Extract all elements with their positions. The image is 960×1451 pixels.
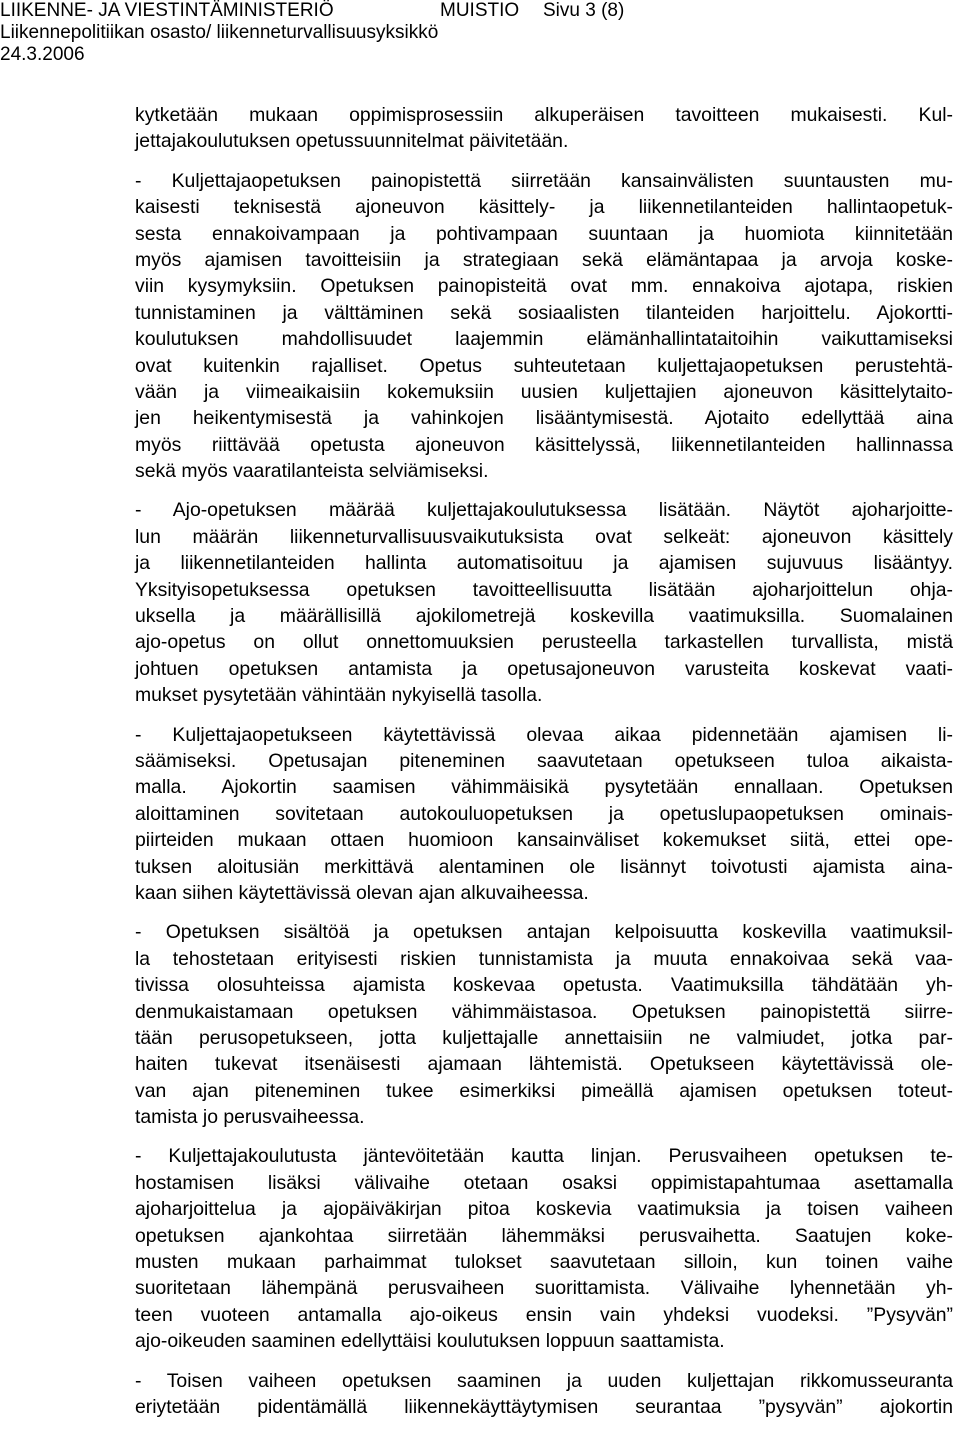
text-line: teen vuoteen antamalla ajo-oikeus ensin vain yhdeksi vuodeksi. ”Pysyvän” — [135, 1303, 953, 1326]
text-line: kaisesti teknisestä ajoneuvon käsittely- ja liikennetilanteiden hallintaopetuk- — [135, 196, 953, 219]
document-date: 24.3.2006 — [0, 44, 85, 65]
text-line: kaan siihen käytettävissä olevan ajan alkuvaiheessa. — [135, 881, 589, 904]
text-line: jettajakoulutuksen opetussuunnitelmat päivitetään. — [135, 130, 569, 153]
text-line: tivissa olosuhteissa ajamista koskevaa opetusta. Vaatimuksilla tähdätään yh- — [135, 974, 953, 997]
text-line: vään ja viimeaikaisiin kokemuksiin uusien kuljettajien ajoneuvon käsittelytaito- — [135, 380, 953, 403]
document-body — [135, 102, 953, 1433]
text-line: ja liikennetilanteiden hallinta automatisoituu ja ajamisen sujuvuus lisääntyy. — [135, 552, 953, 575]
text-line: - Ajo-opetuksen määrää kuljettajakoulutuksessa lisätään. Näytöt ajoharjoitte- — [135, 499, 953, 522]
text-line: - Kuljettajaopetukseen käytettävissä olevaa aikaa pidennetään ajamisen li- — [135, 723, 953, 746]
text-line: viin kysymyksiin. Opetuksen painopisteitä ovat mm. ennakoiva ajotapa, riskien — [135, 275, 953, 298]
paragraph — [135, 102, 953, 155]
text-line: ajoharjoittelua ja ajopäiväkirjan pitoa koskevia vaatimuksia ja toisen vaiheen — [135, 1198, 953, 1221]
paragraph — [135, 722, 953, 907]
text-line: myös riittävää opetusta ajoneuvon käsittelyssä, liikennetilanteiden hallinnassa — [135, 433, 953, 456]
document-type: MUISTIO — [440, 0, 520, 21]
text-line: ovat kuitenkin rajalliset. Opetus suhteutetaan kuljettajaopetuksen perustehtä- — [135, 354, 953, 377]
text-line: malla. Ajokortin saamisen vähimmäisikä pysytetään ennallaan. Opetuksen — [135, 776, 953, 799]
text-line: ajo-oikeuden saaminen edellyttäisi koulutuksen loppuun saattamista. — [135, 1330, 725, 1353]
header-row-2 — [0, 22, 960, 44]
text-line: - Toisen vaiheen opetuksen saaminen ja uuden kuljettajan rikkomusseuranta — [135, 1369, 953, 1392]
text-line: säämiseksi. Opetusajan piteneminen saavutetaan opetukseen tuloa aikaista- — [135, 749, 953, 772]
text-line: tunnistaminen ja välttäminen sekä sosiaalisten tilanteiden harjoittelu. Ajokortti- — [135, 301, 953, 324]
paragraph — [135, 1143, 953, 1354]
text-line: mukset pysytetään vähintään nykyisellä tasolla. — [135, 684, 543, 707]
text-line: tamista jo perusvaiheessa. — [135, 1106, 365, 1129]
text-line: musten mukaan parhaimmat tulokset saavutetaan silloin, kun toinen vaihe — [135, 1251, 953, 1274]
text-line: - Kuljettajakoulutusta jäntevöitetään kautta linjan. Perusvaiheen opetuksen te- — [135, 1145, 953, 1168]
text-line: suoritetaan lähempänä perusvaiheen suorittamista. Välivaihe lyhennetään yh- — [135, 1277, 953, 1300]
text-line: tuksen aloitusiän merkittävä alentaminen ole lisännyt toivotusti ajamista aina- — [135, 855, 953, 878]
text-line: opetuksen ajankohtaa siirretään lähemmäksi perusvaihetta. Saatujen koke- — [135, 1224, 953, 1247]
paragraph — [135, 168, 953, 485]
text-line: Yksityisopetuksessa opetuksen tavoitteellisuutta lisätään ajoharjoittelun ohja- — [135, 578, 953, 601]
paragraph — [135, 919, 953, 1130]
text-line: sekä myös vaaratilanteista selviämiseksi. — [135, 460, 489, 483]
text-line: hostamisen lisäksi välivaihe otetaan osaksi oppimistapahtumaa asettamalla — [135, 1171, 953, 1194]
text-line: - Opetuksen sisältöä ja opetuksen antajan kelpoisuutta koskevilla vaatimuksil- — [135, 921, 953, 944]
text-line: jen heikentymisestä ja vahinkojen lisääntymisestä. Ajotaito edellyttää aina — [135, 407, 953, 430]
paragraph — [135, 497, 953, 708]
department-name: Liikennepolitiikan osasto/ liikenneturvallisuusyksikkö — [0, 22, 439, 43]
header-row-3 — [0, 44, 960, 66]
text-line: uksella ja määrällisillä ajokilometrejä koskevilla vaatimuksilla. Suomalainen — [135, 605, 953, 628]
text-line: johtuen opetuksen antamista ja opetusajoneuvon varusteita koskevat vaati- — [135, 657, 953, 680]
text-line: myös ajamisen tavoitteisiin ja strategiaan sekä elämäntapaa ja arvoja koske- — [135, 248, 953, 271]
text-line: ajo-opetus on ollut onnettomuuksien perusteella tarkastellen turvallista, mistä — [135, 631, 953, 654]
text-line: denmukaistamaan opetuksen vähimmäistasoa. Opetuksen painopistettä siirre- — [135, 1000, 953, 1023]
text-line: piirteiden mukaan ottaen huomioon kansainväliset kokemukset siitä, ettei ope- — [135, 829, 953, 852]
text-line: eriytetään pidentämällä liikennekäyttäytymisen seurantaa ”pysyvän” ajokortin — [135, 1395, 953, 1418]
text-line: sesta ennakoivampaan ja pohtivampaan suuntaan ja huomiota kiinnitetään — [135, 222, 953, 245]
text-line: van ajan piteneminen tukee esimerkiksi pimeällä ajamisen opetuksen toteut- — [135, 1079, 953, 1102]
text-line: aloittaminen sovitetaan autokouluopetuksen ja opetuslupaopetuksen ominais- — [135, 802, 953, 825]
text-line: lun määrän liikenneturvallisuusvaikutuksista ovat selkeät: ajoneuvon käsittely — [135, 525, 953, 548]
text-line: - Kuljettajaopetuksen painopistettä siirretään kansainvälisten suuntausten mu- — [135, 169, 953, 192]
document-header — [0, 0, 960, 66]
text-line: la tehostetaan erityisesti riskien tunnistamista ja muuta ennakoivaa sekä vaa- — [135, 947, 953, 970]
text-line: haiten tukevat itsenäisesti ajamaan lähtemistä. Opetukseen käytettävissä ole- — [135, 1053, 953, 1076]
ministry-name: LIIKENNE- JA VIESTINTÄMINISTERIÖ — [0, 0, 334, 21]
text-line: koulutuksen mahdollisuudet laajemmin elämänhallintataitoihin vaikuttamiseksi — [135, 328, 953, 351]
text-line: tään perusopetukseen, jotta kuljettajalle annettaisiin ne valmiudet, jotka par- — [135, 1026, 953, 1049]
text-line: kytketään mukaan oppimisprosessiin alkuperäisen tavoitteen mukaisesti. Kul- — [135, 104, 953, 126]
page-number: Sivu 3 (8) — [543, 0, 625, 21]
paragraph — [135, 1368, 953, 1421]
header-row-1 — [0, 0, 960, 22]
